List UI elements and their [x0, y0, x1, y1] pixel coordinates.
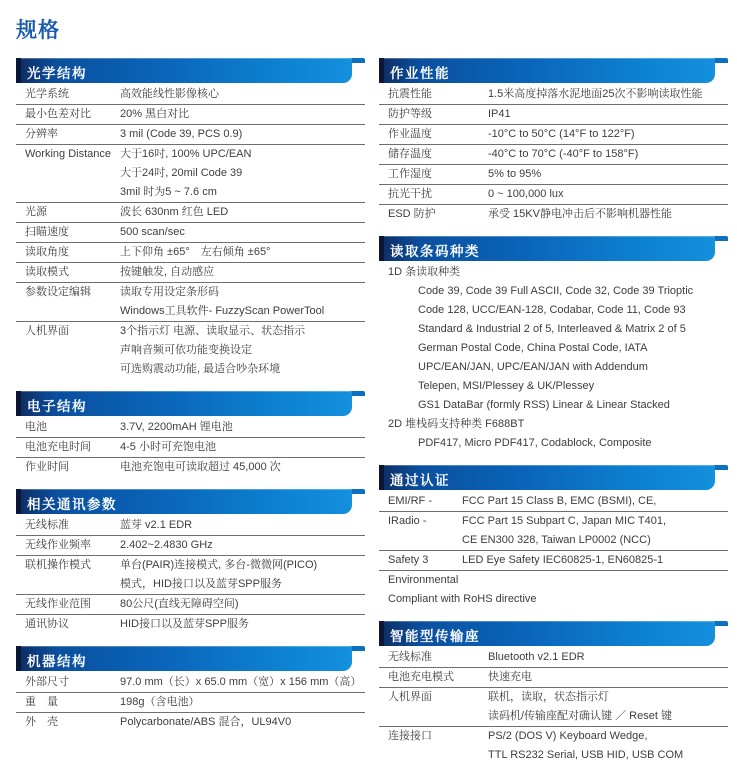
spec-value — [462, 551, 728, 570]
spec-row — [379, 165, 728, 185]
spec-row — [379, 145, 728, 165]
section-certifications — [379, 465, 728, 609]
spec-label: Working Distance — [25, 148, 111, 160]
barcode-type-line: Code 128, UCC/EAN-128, Codabar, Code 11, Code 93 — [418, 304, 686, 316]
spec-label: 工作湿度 — [388, 168, 432, 180]
spec-label: EMI/RF - — [388, 495, 432, 507]
spec-row — [379, 648, 728, 668]
spec-value-line: 可选购震动功能, 最适合吵杂环境 — [120, 363, 281, 375]
spec-label: 无线标准 — [388, 651, 432, 663]
spec-row — [16, 693, 365, 713]
spec-value-line: 承受 15KV静电冲击后不影响机器性能 — [488, 208, 672, 220]
spec-value — [488, 648, 728, 667]
spec-value — [462, 512, 728, 550]
spec-value-line: 大于24吋, 20mil Code 39 — [120, 167, 243, 179]
spec-value — [120, 458, 365, 477]
spec-value-line: FCC Part 15 Class B, EMC (BSMI), CE, — [462, 495, 657, 507]
spec-value — [120, 203, 365, 222]
spec-value-line: LED Eye Safety IEC60825-1, EN60825-1 — [462, 554, 664, 566]
spec-value-line: 3mil 时为5 ~ 7.6 cm — [120, 186, 217, 198]
spec-value-line: 4-5 小时可充饱电池 — [120, 441, 216, 453]
spec-label: 抗光干扰 — [388, 188, 432, 200]
spec-value-line: 声响音频可依功能变换设定 — [120, 344, 252, 356]
barcode-group-heading: 1D 条读取种类 — [388, 266, 461, 278]
spec-label: 分辨率 — [25, 128, 58, 140]
spec-row — [16, 556, 365, 595]
spec-value — [120, 125, 365, 144]
spec-value — [488, 125, 728, 144]
section-title: 相关通讯参数 — [27, 497, 117, 512]
section-title: 光学结构 — [27, 66, 87, 81]
spec-value-line: 按键触发, 自动感应 — [120, 266, 215, 278]
spec-value-line: 联机，读取，状态指示灯 — [488, 691, 609, 703]
spec-row — [16, 203, 365, 223]
spec-row — [16, 283, 365, 322]
spec-value — [120, 516, 365, 535]
barcode-type-line: PDF417, Micro PDF417, Codablock, Composite — [418, 437, 652, 449]
spec-label: 防护等级 — [388, 108, 432, 120]
spec-value-line: 蓝芽 v2.1 EDR — [120, 519, 193, 531]
spec-row — [16, 713, 365, 732]
section-title: 机器结构 — [27, 654, 87, 669]
spec-value-line: Polycarbonate/ABS 混合，UL94V0 — [120, 716, 292, 728]
spec-value-line: 5% to 95% — [488, 168, 542, 180]
section-header-certifications — [379, 465, 728, 490]
spec-row — [16, 516, 365, 536]
section-cradle — [379, 621, 728, 765]
spec-value-line: 模式，HID接口以及蓝芽SPP服务 — [120, 578, 282, 590]
spec-value-line: 97.0 mm（长）x 65.0 mm（宽）x 156 mm（高） — [120, 676, 362, 688]
section-barcodes — [379, 236, 728, 453]
section-header-cradle — [379, 621, 728, 646]
spec-value — [488, 165, 728, 184]
spec-label: 外 壳 — [25, 716, 58, 728]
section-header-electronics — [16, 391, 365, 416]
section-mechanical — [16, 646, 365, 732]
spec-value — [120, 283, 365, 321]
spec-row — [16, 418, 365, 438]
spec-value-line: 波长 630nm 红色 LED — [120, 206, 229, 218]
spec-row — [16, 458, 365, 477]
spec-value-line: Bluetooth v2.1 EDR — [488, 651, 585, 663]
spec-row — [379, 85, 728, 105]
section-optical — [16, 58, 365, 379]
spec-value-line: 快速充电 — [488, 671, 532, 683]
section-header-mechanical — [16, 646, 365, 671]
spec-label: 参数设定编辑 — [25, 286, 91, 298]
spec-label: 光学系统 — [25, 88, 69, 100]
spec-value-line: Compliant with RoHS directive — [388, 593, 537, 605]
spec-value — [120, 85, 365, 104]
barcode-type-line: UPC/EAN/JAN, UPC/EAN/JAN with Addendum — [418, 361, 648, 373]
section-header-communication — [16, 489, 365, 514]
spec-value-line: HID接口以及蓝芽SPP服务 — [120, 618, 249, 630]
spec-label: 联机操作模式 — [25, 559, 91, 571]
spec-value-line: 高效能线性影像核心 — [120, 88, 219, 100]
spec-label: 连接接口 — [388, 730, 432, 742]
spec-label: 作业温度 — [388, 128, 432, 140]
spec-value-line: 80公尺(直线无障碍空间) — [120, 598, 239, 610]
spec-value-line: FCC Part 15 Subpart C, Japan MIC T401, — [462, 515, 666, 527]
spec-row — [16, 595, 365, 615]
spec-row — [379, 185, 728, 205]
spec-row — [16, 536, 365, 556]
spec-label: 人机界面 — [25, 325, 69, 337]
spec-value-line: Windows工具软件- FuzzyScan PowerTool — [120, 305, 325, 317]
spec-row — [379, 688, 728, 727]
spec-value — [488, 185, 728, 204]
spec-row — [379, 125, 728, 145]
spec-label: 电池充电模式 — [388, 671, 454, 683]
barcode-type-line: Standard & Industrial 2 of 5, Interleaved & Matrix 2 of 5 — [418, 323, 686, 335]
spec-value — [120, 595, 365, 614]
spec-value-line: 2.402~2.4830 GHz — [120, 539, 213, 551]
section-header-optical — [16, 58, 365, 83]
spec-label: 无线作业范围 — [25, 598, 91, 610]
section-electronics — [16, 391, 365, 477]
spec-row — [16, 263, 365, 283]
spec-label: 读取模式 — [25, 266, 69, 278]
spec-value-line: 3 mil (Code 39, PCS 0.9) — [120, 128, 243, 140]
spec-value-line: TTL RS232 Serial, USB HID, USB COM — [488, 749, 684, 761]
spec-label: Safety 3 — [388, 554, 429, 566]
spec-row — [16, 438, 365, 458]
barcode-type-line: GS1 DataBar (formly RSS) Linear & Linear Stacked — [418, 399, 670, 411]
spec-value — [488, 105, 728, 124]
spec-value — [488, 668, 728, 687]
spec-value-line: 读码机/传输座配对确认键 ／ Reset 键 — [488, 710, 672, 722]
spec-row — [16, 145, 365, 203]
spec-value-line: 上下仰角 ±65° 左右倾角 ±65° — [120, 246, 271, 258]
spec-value-line: -10°C to 50°C (14°F to 122°F) — [488, 128, 635, 140]
spec-value — [120, 673, 365, 692]
spec-label: 通讯协议 — [25, 618, 69, 630]
spec-label: 外部尺寸 — [25, 676, 69, 688]
spec-value — [120, 418, 365, 437]
section-header-barcodes — [379, 236, 728, 261]
spec-value — [120, 145, 365, 202]
spec-value-line: CE EN300 328, Taiwan LP0002 (NCC) — [462, 534, 651, 546]
spec-value-line: -40°C to 70°C (-40°F to 158°F) — [488, 148, 639, 160]
spec-row — [379, 571, 728, 609]
spec-value-line: 电池充饱电可读取超过 45,000 次 — [120, 461, 281, 473]
barcode-type-line: Telepen, MSI/Plessey & UK/Plessey — [418, 380, 595, 392]
spec-label: 人机界面 — [388, 691, 432, 703]
spec-row — [16, 223, 365, 243]
spec-value-line: 3.7V, 2200mAH 锂电池 — [120, 421, 233, 433]
spec-label: Environmental — [388, 574, 459, 586]
spec-label: ESD 防护 — [388, 208, 436, 220]
spec-value — [120, 615, 365, 634]
spec-row — [16, 125, 365, 145]
spec-value — [120, 105, 365, 124]
spec-value — [120, 536, 365, 555]
right-column — [379, 58, 728, 777]
spec-value-line: 500 scan/sec — [120, 226, 185, 238]
page-title: 规格 — [16, 19, 60, 42]
spec-value — [488, 727, 728, 765]
spec-value — [488, 688, 728, 726]
section-title: 作业性能 — [390, 66, 450, 81]
spec-value — [488, 205, 728, 224]
spec-row — [16, 322, 365, 379]
spec-label: 重 量 — [25, 696, 58, 708]
spec-value — [120, 438, 365, 457]
spec-label: 无线标准 — [25, 519, 69, 531]
spec-label: 扫瞄速度 — [25, 226, 69, 238]
spec-row — [379, 205, 728, 224]
spec-value-line: IP41 — [488, 108, 511, 120]
spec-value — [488, 85, 728, 104]
spec-row — [16, 105, 365, 125]
section-title: 读取条码种类 — [390, 244, 480, 259]
section-header-performance — [379, 58, 728, 83]
barcode-type-line: Code 39, Code 39 Full ASCII, Code 32, Code 39 Trioptic — [418, 285, 694, 297]
section-title: 电子结构 — [27, 399, 87, 414]
spec-row — [379, 551, 728, 571]
spec-label: IRadio - — [388, 515, 427, 527]
spec-label: 读取角度 — [25, 246, 69, 258]
left-column — [16, 58, 365, 777]
spec-value-line: 20% 黑白对比 — [120, 108, 190, 120]
spec-value — [388, 590, 728, 609]
spec-label: 抗震性能 — [388, 88, 432, 100]
spec-value — [120, 693, 365, 712]
section-title: 智能型传输座 — [390, 629, 480, 644]
spec-value-line: 198g（含电池） — [120, 696, 200, 708]
spec-columns — [16, 58, 727, 777]
spec-row — [379, 492, 728, 512]
spec-value-line: 1.5米高度掉落水泥地面25次不影响读取性能 — [488, 88, 703, 100]
spec-label: 电池 — [25, 421, 47, 433]
spec-row — [379, 727, 728, 765]
spec-value-line: 单台(PAIR)连接模式, 多台-微微网(PICO) — [120, 559, 318, 571]
spec-value — [488, 145, 728, 164]
spec-row — [16, 615, 365, 634]
spec-row — [379, 668, 728, 688]
spec-label: 储存温度 — [388, 148, 432, 160]
spec-value — [120, 713, 365, 732]
barcode-type-line: German Postal Code, China Postal Code, IATA — [418, 342, 648, 354]
spec-row — [16, 673, 365, 693]
spec-label: 光源 — [25, 206, 47, 218]
spec-value-line: 3个指示灯 电源、读取显示、状态指示 — [120, 325, 306, 337]
spec-row — [16, 85, 365, 105]
spec-value-line: PS/2 (DOS V) Keyboard Wedge, — [488, 730, 648, 742]
spec-value-line: 大于16吋, 100% UPC/EAN — [120, 148, 252, 160]
barcode-group-heading: 2D 堆栈码支持种类 F688BT — [388, 418, 525, 430]
spec-value-line: 0 ~ 100,000 lux — [488, 188, 564, 200]
spec-value — [120, 322, 365, 379]
spec-value — [120, 263, 365, 282]
spec-value-line: 读取专用设定条形码 — [120, 286, 219, 298]
spec-label: 无线作业频率 — [25, 539, 91, 551]
spec-value — [120, 243, 365, 262]
spec-row — [379, 105, 728, 125]
spec-label: 作业时间 — [25, 461, 69, 473]
section-title: 通过认证 — [390, 473, 450, 488]
spec-row — [379, 512, 728, 551]
section-communication — [16, 489, 365, 634]
spec-value — [120, 556, 365, 594]
spec-row — [16, 243, 365, 263]
section-performance — [379, 58, 728, 224]
spec-value — [120, 223, 365, 242]
spec-value — [462, 492, 728, 511]
spec-label: 电池充电时间 — [25, 441, 91, 453]
spec-label: 最小色差对比 — [25, 108, 91, 120]
